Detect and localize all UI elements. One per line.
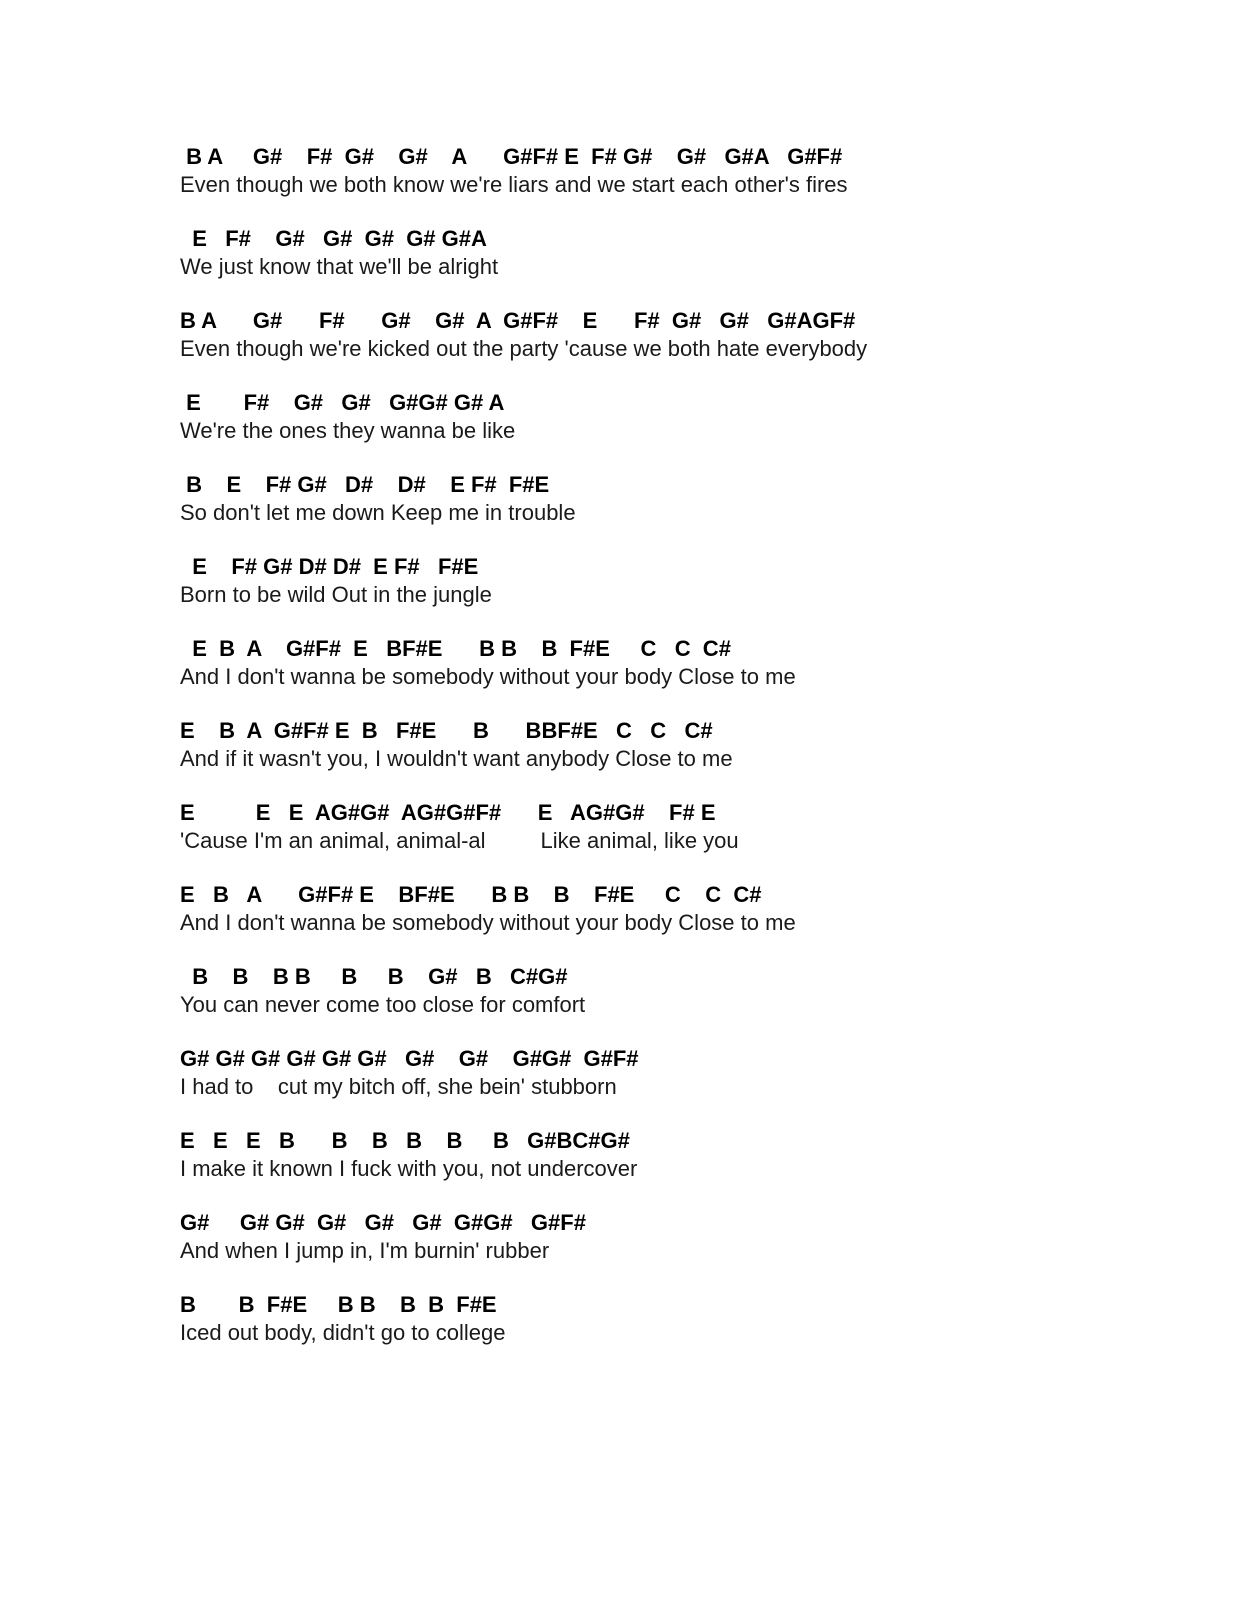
note-line: E B A G#F# E BF#E B B B F#E C C C# (180, 636, 731, 661)
stanza (180, 1210, 1180, 1270)
lyric-line: I make it known I fuck with you, not undercover (180, 1156, 638, 1181)
note-line: E B A G#F# E BF#E B B B F#E C C C# (180, 882, 762, 907)
stanza (180, 1292, 1180, 1352)
note-line: B B F#E B B B B F#E (180, 1292, 497, 1317)
lyric-line: Even though we both know we're liars and we start each other's fires (180, 172, 848, 197)
stanza (180, 964, 1180, 1024)
stanza (180, 308, 1180, 368)
lyric-line: Even though we're kicked out the party 'cause we both hate everybody (180, 336, 868, 361)
lyric-line: And when I jump in, I'm burnin' rubber (180, 1238, 550, 1263)
note-line: B A G# F# G# G# A G#F# E F# G# G# G#A G#F# (180, 144, 843, 169)
note-line: G# G# G# G# G# G# G# G# G#G# G#F# (180, 1046, 639, 1071)
stanza (180, 144, 1180, 204)
stanza (180, 882, 1180, 942)
stanza (180, 226, 1180, 286)
note-line: E F# G# G# G# G# G#A (180, 226, 487, 251)
stanza (180, 554, 1180, 614)
note-line: B E F# G# D# D# E F# F#E (180, 472, 550, 497)
lyric-line: So don't let me down Keep me in trouble (180, 500, 576, 525)
note-line: E B A G#F# E B F#E B BBF#E C C C# (180, 718, 713, 743)
note-line: E E E AG#G# AG#G#F# E AG#G# F# E (180, 800, 716, 825)
note-line: E F# G# G# G#G# G# A (180, 390, 505, 415)
stanza (180, 390, 1180, 450)
lyric-line: And I don't wanna be somebody without your body Close to me (180, 910, 796, 935)
stanza (180, 1046, 1180, 1106)
lyric-line: 'Cause I'm an animal, animal-al Like animal, like you (180, 828, 739, 853)
lyric-line: And if it wasn't you, I wouldn't want anybody Close to me (180, 746, 733, 771)
lyric-line: I had to cut my bitch off, she bein' stubborn (180, 1074, 617, 1099)
note-line: E F# G# D# D# E F# F#E (180, 554, 479, 579)
note-line: B A G# F# G# G# A G#F# E F# G# G# G#AGF# (180, 308, 856, 333)
note-line: B B B B B B G# B C#G# (180, 964, 568, 989)
stanza (180, 718, 1180, 778)
lyric-line: And I don't wanna be somebody without your body Close to me (180, 664, 796, 689)
note-line: G# G# G# G# G# G# G#G# G#F# (180, 1210, 586, 1235)
stanza (180, 800, 1180, 860)
lyric-line: You can never come too close for comfort (180, 992, 586, 1017)
stanza (180, 472, 1180, 532)
lyric-line: We're the ones they wanna be like (180, 418, 516, 443)
lyric-line: Iced out body, didn't go to college (180, 1320, 506, 1345)
lyric-line: We just know that we'll be alright (180, 254, 499, 279)
stanza (180, 636, 1180, 696)
note-line: E E E B B B B B B G#BC#G# (180, 1128, 630, 1153)
stanza (180, 1128, 1180, 1188)
lyric-line: Born to be wild Out in the jungle (180, 582, 492, 607)
